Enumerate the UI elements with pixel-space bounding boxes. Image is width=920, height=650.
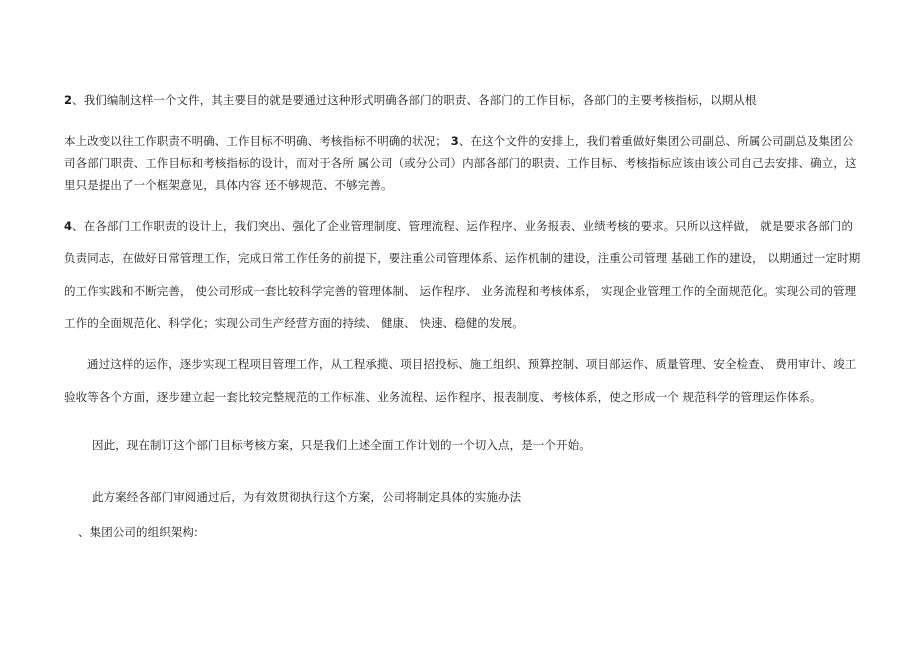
item-number-3: 3 bbox=[450, 134, 459, 148]
paragraph-4-line-1 bbox=[64, 218, 853, 234]
paragraph-7-line-1: 此方案经各部门审阅通过后，为有效贯彻执行这个方案，公司将制定具体的实施办法 bbox=[92, 490, 522, 504]
paragraph-2-text: 、我们编制这样一个文件，其主要目的就是要通过这种形式明确各部门的职责、各部门的工作目标，各部门的主要考核指标，以期从根 bbox=[72, 93, 757, 107]
paragraph-4-line-3: 的工作实践和不断完善， 使公司形成一套比较科学完善的管理体制、 运作程序、 业务流程和考核体系， 实现企业管理工作的全面规范化。实现公司的管理 bbox=[64, 284, 857, 298]
paragraph-5-line-2: 验收等各个方面，逐步建立起一套比较完整规范的工作标准、业务流程、运作程序、报表制度、考核体系，使之形成一个 规范科学的管理运作体系。 bbox=[64, 390, 822, 404]
paragraph-3-line-2: 司各部门职责、工作目标和考核指标的设计，而对于各所 属公司（或分公司）内部各部门的职责、工作目标、考核指标应该由该公司自己去安排、确立，这 bbox=[64, 156, 857, 170]
paragraph-3-line-3: 里只是提出了一个框架意见，具体内容 还不够规范、不够完善。 bbox=[64, 178, 393, 192]
paragraph-4-line-4: 工作的全面规范化、科学化；实现公司生产经营方面的持续、 健康、 快速、稳健的发展。 bbox=[64, 316, 524, 330]
paragraph-4-line-2: 负责同志，在做好日常管理工作，完成日常工作任务的前提下，要注重公司管理体系、运作机制的建设，注重公司管理 基础工作的建设， 以期通过一定时期 bbox=[64, 251, 861, 265]
paragraph-4-text: 、在各部门工作职责的设计上，我们突出、强化了企业管理制度、管理流程、运作程序、业务报表、业绩考核的要求。只所以这样做， 就是要求各部门的 bbox=[72, 219, 854, 233]
paragraph-3-text: 、在这个文件的安排上，我们着重做好集团公司副总、所属公司副总及集团公 bbox=[458, 134, 854, 148]
paragraph-2-line-1 bbox=[64, 92, 757, 108]
item-number-4: 4 bbox=[64, 219, 73, 233]
paragraph-2-continuation: 本上改变以往工作职责不明确、工作目标不明确、考核指标不明确的状况； bbox=[64, 134, 447, 148]
section-heading-org-structure: 、集团公司的组织架构: bbox=[78, 525, 198, 539]
paragraph-5-line-1: 通过这样的运作，逐步实现工程项目管理工作，从工程承揽、项目招投标、施工组织、预算控制、项目部运作、质量管理、安全检查、 费用审计、竣工 bbox=[87, 357, 857, 371]
item-number-2: 2 bbox=[64, 93, 73, 107]
paragraph-3-line-1 bbox=[64, 133, 853, 149]
paragraph-6-line-1: 因此，现在制订这个部门目标考核方案，只是我们上述全面工作计划的一个切入点，是一个开始。 bbox=[92, 438, 591, 452]
